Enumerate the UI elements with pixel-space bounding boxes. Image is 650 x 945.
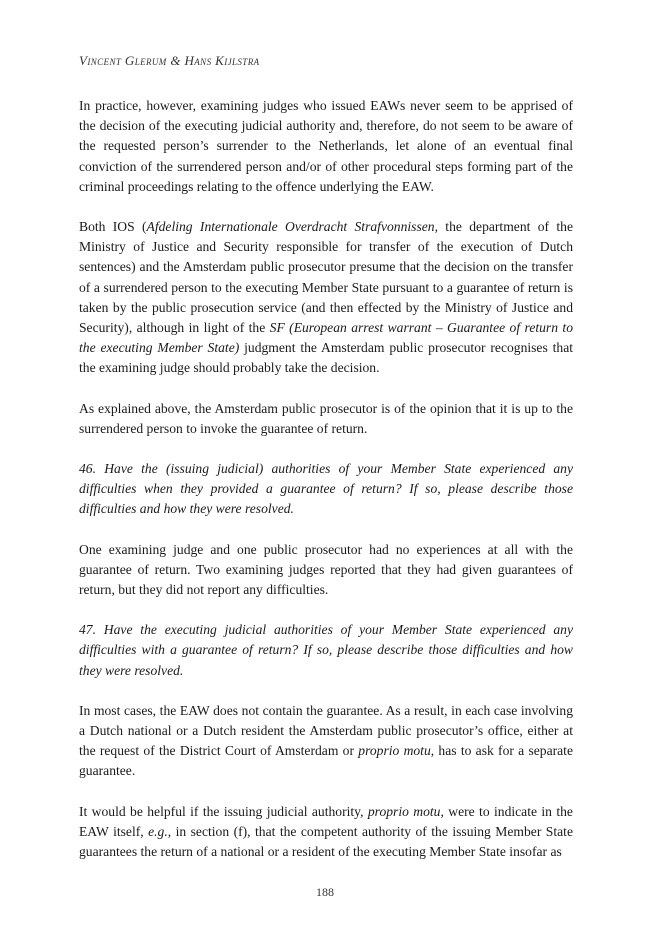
italic-text: proprio motu [358, 743, 431, 759]
italic-text: e.g. [148, 823, 168, 839]
question-47: 47. Have the executing judicial authorities of your Member State experienced any difficulties with a guarantee of return? If so, please describe those difficulties and how they were resolved. [79, 622, 573, 678]
text-run: , the department of the Ministry of Justice and Security responsible for transfer of the execution of Dutch sentences) and the Amsterdam public prosecutor presume that the decision on the transfer of a surrendered person to the executing Member State pursuant to a guarantee of return is taken by the public prosecution service (and then effected by the Ministry of Justice and Security), although in light of the [79, 219, 573, 336]
running-head: Vincent Glerum & Hans Kijlstra [79, 53, 260, 68]
text-run: , has to ask for a separate guarantee. [79, 743, 573, 779]
italic-text: Afdeling Internationale Overdracht Strafvonnissen [146, 219, 435, 235]
paragraph: In practice, however, examining judges who issued EAWs never seem to be apprised of the decision of the executing judicial authority and, therefore, do not seem to be aware of the requested person’s surrender to the Netherlands, let alone of an eventual final conviction of the surrendered person and/or of other procedural steps forming part of the criminal proceedings relating to the offence underlying the EAW. [79, 98, 573, 194]
text-run: , were to indicate in the EAW itself, [79, 803, 573, 839]
question-46: 46. Have the (issuing judicial) authorities of your Member State experienced any difficulties when they provided a guarantee of return? If so, please describe those difficulties and how they were resolved. [79, 461, 573, 517]
paragraph: As explained above, the Amsterdam public prosecutor is of the opinion that it is up to the surrendered person to invoke the guarantee of return. [79, 400, 573, 436]
paragraph [79, 802, 573, 863]
text-run: Both IOS ( [79, 219, 147, 235]
text-run: , in section (f), that the competent authority of the issuing Member State guarantees the return of a national or a resident of the executing Member State insofar as [79, 823, 573, 860]
paragraph: One examining judge and one public prosecutor had no experiences at all with the guarantee of return. Two examining judges reported that they had given guarantees of return, but they did not report any difficulties. [79, 541, 573, 598]
italic-text: SF (European arrest warrant – Guarantee of return to the executing Member State) [79, 320, 573, 356]
paragraph [79, 217, 573, 379]
page-number: 188 [316, 885, 334, 899]
italic-text: proprio motu [367, 803, 441, 819]
paragraph [79, 701, 573, 782]
text-run: judgment the Amsterdam public prosecutor recognises that the examining judge should probably take the decision. [79, 340, 573, 376]
body-text [79, 96, 573, 882]
text-run: It would be helpful if the issuing judicial authority, [79, 803, 368, 819]
text-run: In most cases, the EAW does not contain the guarantee. As a result, in each case involving a Dutch national or a Dutch resident the Amsterdam public prosecutor’s office, either at the request of the District Court of Amsterdam or [79, 702, 573, 759]
